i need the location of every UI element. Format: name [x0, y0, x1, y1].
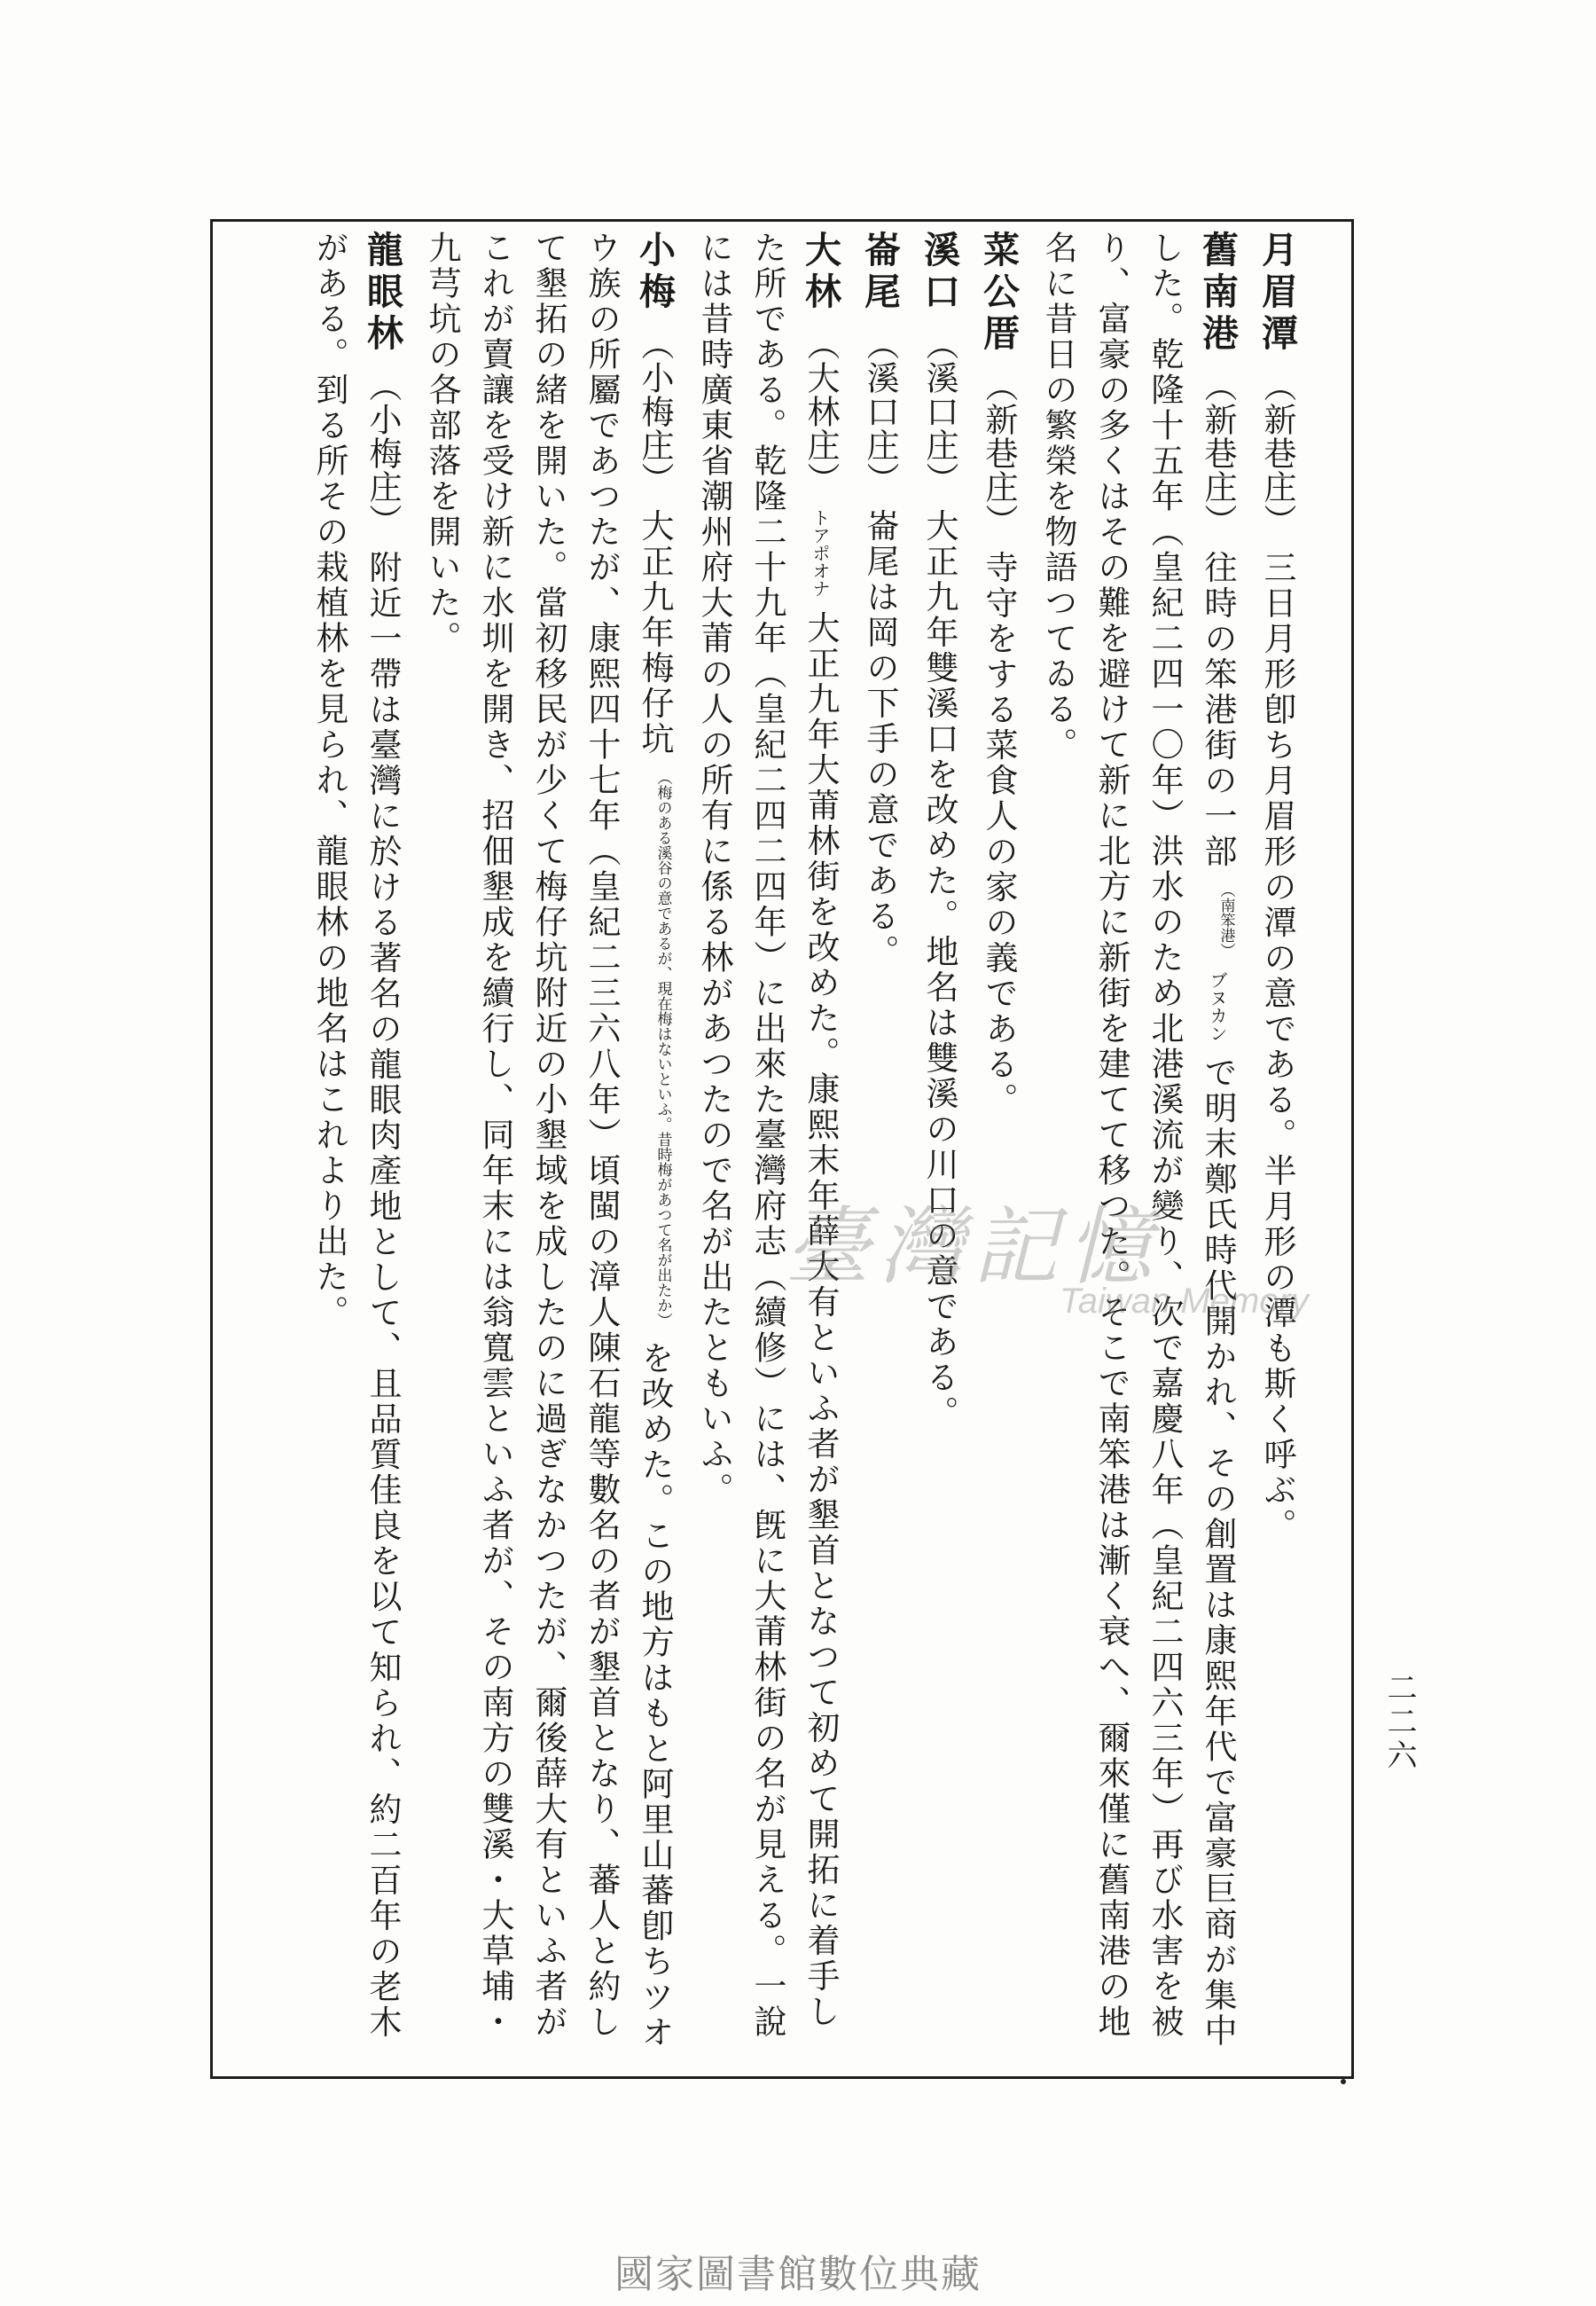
watermark — [785, 1180, 1317, 1357]
entry-term: 小梅 — [633, 231, 676, 314]
entry-term: 溪口 — [918, 231, 960, 314]
entry-body: 大正九年梅仔坑 — [636, 508, 674, 757]
entry-location: （大林庄） — [802, 326, 840, 496]
entry-body: 大正九年大莆林街を改めた。康熙末年薛大有といふ者が墾首となつて初めて開拓に着手した所である。乾隆二十九年（皇紀二四二四年）に出來た臺灣府志（續修）には、旣に大莆林街の名が見える。一說には昔時廣東省潮州府大莆の人の所有に係る林があつたので名が出たともいふ。 — [695, 231, 840, 2040]
entry-body-cont: で明末鄭氏時代開かれ、その創置は康熙年代で富豪巨商が集中した。乾隆十五年（皇紀二四一〇年）洪水のため北港溪流が變り、次で嘉慶八年（皇紀二四六三年）再び水害を被り、富豪の多くはその難を避けて新に北方に新街を建てて移つた。そこで南笨港は漸く衰へ、爾來僅に舊南港の地名に昔日の繁榮を物語つてゐる。 — [1039, 231, 1237, 2049]
page-number: 二二六 — [1381, 1672, 1417, 1773]
entry-term: 舊南港 — [1196, 231, 1239, 356]
entry-caigongcuo — [972, 231, 1025, 2058]
footer-caption: 國家圖書館數位典藏 — [614, 2252, 982, 2297]
entry-body: 崙尾は岡の下手の意である。 — [861, 508, 899, 970]
entry-term: 菜公厝 — [977, 231, 1020, 356]
watermark-logo-cjk: 臺灣記憶 — [785, 1197, 1161, 1297]
entry-inline-note: （梅のある溪谷の意であるが、現在梅はないといふ。昔時梅があつて名が出たか） — [653, 770, 672, 1329]
entry-jiunangang — [1031, 231, 1244, 2058]
entry-longyanlin — [302, 231, 409, 2058]
entry-term: 月眉潭 — [1256, 231, 1298, 356]
entry-term: 崙尾 — [858, 231, 901, 314]
entry-location: （新巷庄） — [980, 368, 1018, 537]
entry-location: （小梅庄） — [636, 326, 674, 496]
watermark-logo-en: Taiwan Memory — [1060, 1282, 1309, 1321]
entry-location: （新巷庄） — [1199, 368, 1237, 537]
entry-body: 附近一帶は臺灣に於ける著名の龍眼肉產地として、且品質佳良を以て知られ、約二百年の老木がある。到る所その栽植林を見られ、龍眼林の地名はこれより出た。 — [310, 231, 402, 2041]
entry-xikou — [912, 231, 966, 2058]
entry-body: 三日月形卽ち月眉形の潭の意である。半月形の潭も斯く呼ぶ。 — [1258, 550, 1296, 1544]
entry-location: （新巷庄） — [1258, 368, 1296, 537]
printer-dot — [1341, 2079, 1346, 2084]
entry-ruby: トアポオナ — [810, 508, 831, 598]
entry-location: （溪口庄） — [920, 326, 958, 496]
entry-body: 寺守をする菜食人の家の義である。 — [980, 550, 1018, 1118]
entry-term: 大林 — [799, 231, 841, 314]
entry-body: 往時の笨港街の一部 — [1199, 550, 1237, 870]
entry-ruby: ブヌカン — [1207, 971, 1228, 1043]
entry-dalin — [687, 231, 847, 2058]
entry-body: 大正九年雙溪口を改めた。地名は雙溪の川口の意である。 — [920, 508, 958, 1431]
entry-location: （小梅庄） — [364, 368, 402, 537]
body-text — [222, 231, 1303, 2058]
entry-yuemeitan — [1250, 231, 1303, 2058]
entry-lunwei — [853, 231, 906, 2058]
entry-xiaomei — [415, 231, 681, 2058]
entry-term: 龍眼林 — [361, 231, 403, 356]
entry-location: （溪口庄） — [861, 326, 899, 496]
entry-body-cont: を改めた。この地方はもと阿里山蕃卽ちツオウ族の所屬であつたが、康熙四十七年（皇紀二三六八年）頃閩の漳人陳石龍等數名の者が墾首となり、蕃人と約して墾拓の緒を開いた。當初移民が少くて梅仔坑附近の小墾域を成したのに過ぎなかつたが、爾後薛大有といふ者がこれが賣讓を受け新に水圳を開き、招佃墾成を續行し、同年末には翁寬雲といふ者が、その南方の雙溪・大草埔・九芎坑の各部落を開いた。 — [423, 231, 674, 2051]
entry-inline-note: （南笨港） — [1217, 882, 1235, 959]
